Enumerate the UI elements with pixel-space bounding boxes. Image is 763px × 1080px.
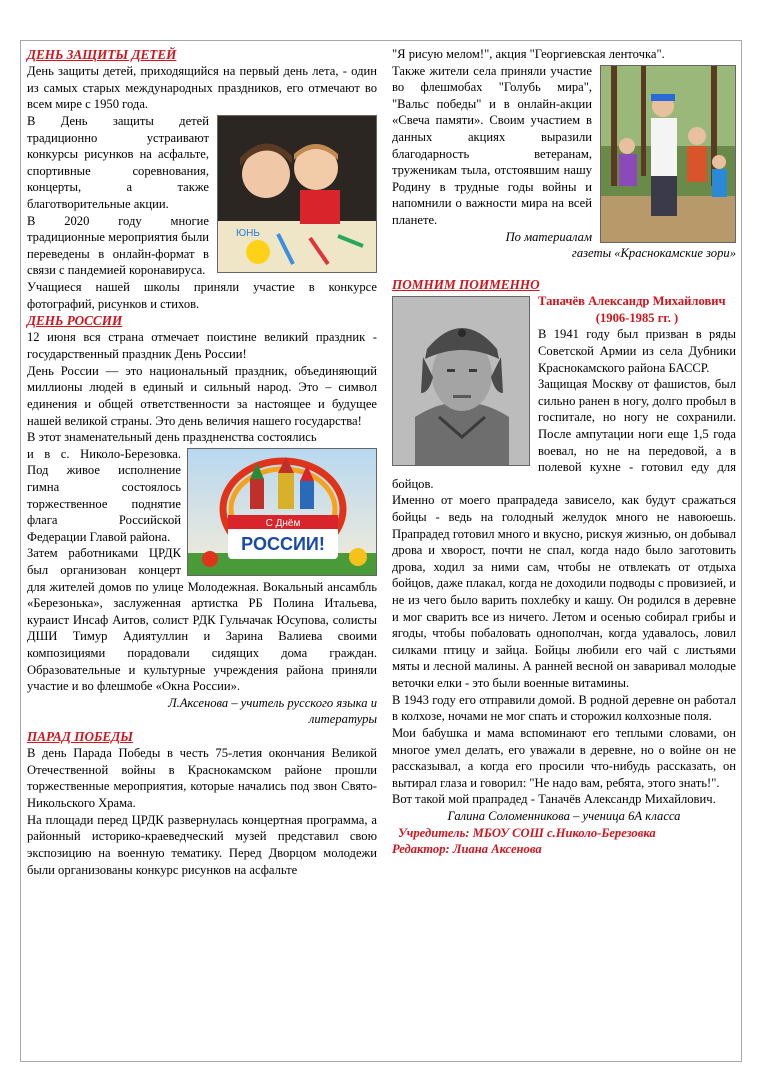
paragraph: Защищая Москву от фашистов, был сильно ранен в ногу, долго пробыл в госпитале, но ногу не сохранили. После ампутации ноги еще 1,5 года воевал, но не на передовой, а в полевой кухне - готовил еду для бойцов. [392, 377, 736, 491]
paragraph: В День защиты детей традиционно устраивают конкурсы рисунков на асфальте, спортивные соревнования, концерты, а также благотворительные акции. [27, 113, 209, 212]
banner-line2: РОССИИ! [241, 533, 325, 554]
person-name: Таначёв Александр Михайлович [538, 294, 726, 309]
paragraph: и в с. Николо-Березовка. Под живое исполнение гимна состоялось торжественное поднятие флага Российской Федерации Главой района. [27, 446, 181, 544]
section-title-victory-parade: ПАРАД ПОБЕДЫ [27, 729, 133, 745]
paragraph: Учащиеся нашей школы приняли участие в конкурсе фотографий, рисунков и стихов. [27, 280, 377, 311]
founder-line: Учредитель: МБОУ СОШ с.Николо-Березовка [398, 825, 656, 840]
editor-line: Редактор: Лиана Аксенова [392, 842, 542, 857]
svg-text:ЮНЬ: ЮНЬ [236, 227, 260, 239]
paragraph: В 2020 году многие традиционные мероприятия были переведены в онлайн-формат в связи с пандемией коронавируса. [27, 213, 209, 278]
paragraph: Вот такой мой прапрадед - Таначёв Александр Михайлович. [392, 792, 716, 807]
paragraph: В 1941 году был призван в ряды Советской Армии из села Дубники Краснокамского района БАССР. [538, 327, 736, 375]
paragraph: 12 июня вся страна отмечает поистине великий праздник - государственный праздник День России! [27, 330, 377, 362]
section-title-russia-day: ДЕНЬ РОССИИ [27, 313, 123, 329]
source-signature: По материалам газеты «Краснокамские зори» [505, 229, 736, 261]
paragraph: В этот знаменательный день праздненства состоялись [27, 430, 317, 445]
paragraph: "Я рисую мелом!", акция "Георгиевская ленточка". [392, 47, 665, 61]
banner-line1: С Днём [265, 517, 301, 529]
author-signature: Л.Аксенова – учитель русского языка и литературы [168, 695, 377, 727]
paragraph: Затем работниками ЦРДК был организован концерт для жителей домов по улице Молодежная. Вокальный ансамбль «Березонька», заслуженная артистка РБ Полина Итальева, кураист Инсаф Аитов, солист РДК Гульчачак Юсупова, солисты ДШИ Тимур Адиятуллин и Зарина Валиева своими композициями порадовали сидящих дома граждан. Образовательные и культурные учреждения района приняли участие и во флешмобе «Окна России». [27, 546, 377, 694]
portrait-soldier [392, 296, 530, 466]
paragraph: Также жители села приняли участие во флешмобах "Голубь мира", "Вальс победы" и в онлайн-акции «Свеча памяти». Своим участием в данных акциях выразили благодарность ветеранам, труженикам тыла, отстоявшим нашу Родину в трудные годы войны и напомнили о важности мира на всей планете. [392, 63, 592, 228]
paragraph: На площади перед ЦРДК развернулась концертная программа, а районный историко-краеведческий музей представил свою экспозицию на военную тематику. Перед Дворцом молодежи были организованы конкурс рисунков на асфальте [27, 812, 377, 877]
paragraph: День России — это национальный праздник, объединяющий миллионы людей в единый и сильный народ. Это – символ единения и общей ответственности за настоящее и будущее нашей великой страны. Это день величия нашего государства! [27, 363, 377, 428]
photo-children-drawings [217, 115, 377, 273]
left-column [27, 46, 377, 878]
person-years: (1906-1985 гг. ) [595, 310, 679, 325]
russia-day-banner [187, 448, 377, 576]
author-signature-student: Галина Соломенникова – ученица 6А класса [447, 808, 681, 823]
paragraph: Мои бабушка и мама вспоминают его теплыми словами, он многое умел делать, его уважали в деревне, но о войне он не рассказывал, а когда его просили что-нибудь рассказать, он вытирал глаза и говорил: "Не надо вам, ребята, этого знать!". [392, 725, 736, 790]
section-title-children-day: ДЕНЬ ЗАЩИТЫ ДЕТЕЙ [27, 47, 177, 62]
newspaper-page [20, 40, 742, 1062]
paragraph: В 1943 году его отправили домой. В родной деревне он работал в колхозе, ночами не мог спать и сторожил колхозные поля. [392, 692, 736, 724]
section-title-remember-by-name: ПОМНИМ ПОИМЕННО [392, 276, 540, 292]
paragraph: Именно от моего прапрадеда зависело, как будут сражаться бойцы - ведь на голодный желудок много не навоюешь. Прапрадед готовил много и вкусно, рискуя жизнью, он добывал дрова и хворост, почти не спал, когда надо было заготовить дрова, ходил за ними сам, чтобы не отвлекать от отдыха бойцов, даже плакал, когда не доходили подводы с провизией, и не из чего было варить похлебку и кашу. Он родился в деревне и мог сварить все из ничего. Летом и осенью собирал грибы и ягоды, чтобы побаловать однополчан, когда удавалось, ловил силками птицу и зайца. Бойцы любили его чай с листьями мяты и лесной малины. А ранней весной он заваривал молодые веточки елки - это были военные витамины. [392, 493, 736, 691]
photo-volunteers-with-children [600, 65, 736, 243]
paragraph: День защиты детей, приходящийся на первый день лета, - один из самых старых международных праздников, его отмечают во всем мире с 1950 года. [27, 64, 377, 112]
right-column [392, 46, 736, 858]
paragraph: В день Парада Победы в честь 75-летия окончания Великой Отечественной войны в Краснокамском районе прошли торжественные мероприятия, которые начались под звон Свято-Никольского Храма. [27, 746, 377, 811]
